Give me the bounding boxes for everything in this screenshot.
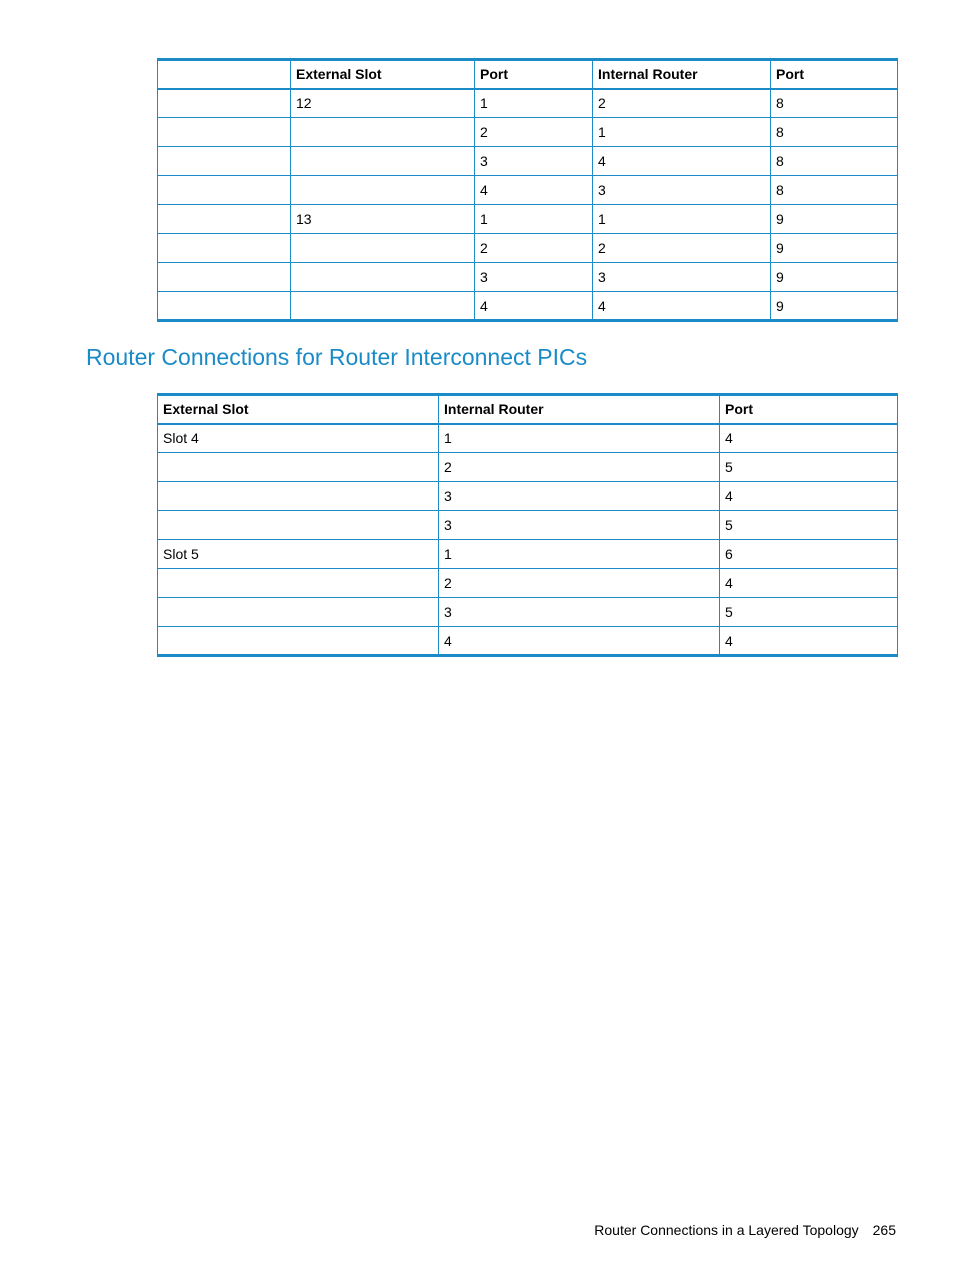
table-cell: 12 — [291, 89, 475, 118]
table-row — [158, 482, 898, 511]
page-footer — [594, 1222, 896, 1238]
table-cell: 1 — [439, 540, 720, 569]
table-cell: 6 — [720, 540, 898, 569]
table-cell — [158, 627, 439, 656]
table-cell: 8 — [771, 147, 898, 176]
table-cell — [291, 292, 475, 321]
table-cell: 5 — [720, 511, 898, 540]
table-cell: 4 — [720, 482, 898, 511]
table-cell: 1 — [475, 205, 593, 234]
column-header-internal-router: Internal Router — [593, 60, 771, 89]
table-cell: 8 — [771, 118, 898, 147]
section-heading: Router Connections for Router Interconnect PICs — [86, 344, 588, 370]
table-cell: 4 — [439, 627, 720, 656]
table-cell — [291, 176, 475, 205]
table-cell — [158, 89, 291, 118]
table-row — [158, 205, 898, 234]
table-cell — [158, 234, 291, 263]
table-cell — [291, 234, 475, 263]
table-cell: 3 — [593, 263, 771, 292]
table-cell: 2 — [475, 118, 593, 147]
table-row — [158, 234, 898, 263]
table-row — [158, 176, 898, 205]
table-row — [158, 292, 898, 321]
table-row — [158, 598, 898, 627]
table-cell: 13 — [291, 205, 475, 234]
table-row — [158, 627, 898, 656]
column-header-internal-router: Internal Router — [439, 395, 720, 424]
table-row — [158, 511, 898, 540]
table-cell: 3 — [475, 263, 593, 292]
table-cell: 2 — [439, 453, 720, 482]
table-cell: 3 — [475, 147, 593, 176]
table-cell — [291, 118, 475, 147]
column-header-external-slot: External Slot — [158, 395, 439, 424]
table-header-row — [158, 395, 898, 424]
connections-table-top — [157, 58, 898, 322]
table-row — [158, 540, 898, 569]
table-cell: 9 — [771, 234, 898, 263]
table-cell — [291, 147, 475, 176]
table-header-row — [158, 60, 898, 89]
table-cell: 4 — [720, 424, 898, 453]
table-cell: 4 — [720, 569, 898, 598]
interconnect-pics-table — [157, 393, 898, 657]
table-row — [158, 147, 898, 176]
table-cell: 4 — [593, 147, 771, 176]
table-cell — [158, 482, 439, 511]
table-cell — [158, 176, 291, 205]
table-cell: 2 — [593, 234, 771, 263]
table-cell: 5 — [720, 453, 898, 482]
table-cell: 3 — [439, 511, 720, 540]
table-cell — [158, 569, 439, 598]
table-cell: 1 — [593, 118, 771, 147]
table-cell — [158, 205, 291, 234]
column-header — [158, 60, 291, 89]
footer-title: Router Connections in a Layered Topology — [594, 1222, 859, 1238]
table-cell: 9 — [771, 263, 898, 292]
page-number: 265 — [872, 1222, 896, 1238]
table-cell — [158, 292, 291, 321]
table-cell: 9 — [771, 205, 898, 234]
table-cell: 9 — [771, 292, 898, 321]
table-cell: 2 — [593, 89, 771, 118]
table-cell: 8 — [771, 89, 898, 118]
column-header-external-slot: External Slot — [291, 60, 475, 89]
table-cell: 3 — [593, 176, 771, 205]
table-cell: 1 — [439, 424, 720, 453]
column-header-port: Port — [771, 60, 898, 89]
table-row — [158, 453, 898, 482]
table-cell — [158, 263, 291, 292]
column-header-port: Port — [475, 60, 593, 89]
column-header-port: Port — [720, 395, 898, 424]
table-cell: 3 — [439, 598, 720, 627]
table-cell — [158, 598, 439, 627]
table-cell — [158, 147, 291, 176]
table-cell — [158, 118, 291, 147]
table-row — [158, 263, 898, 292]
table-cell: 4 — [593, 292, 771, 321]
table-cell — [158, 453, 439, 482]
table-cell: Slot 5 — [158, 540, 439, 569]
table-row — [158, 118, 898, 147]
table-cell: 4 — [475, 176, 593, 205]
table-cell: 2 — [439, 569, 720, 598]
table-row — [158, 569, 898, 598]
table-cell: 2 — [475, 234, 593, 263]
table-cell — [291, 263, 475, 292]
table-row — [158, 424, 898, 453]
table-cell — [158, 511, 439, 540]
table-cell: 4 — [475, 292, 593, 321]
table-cell: Slot 4 — [158, 424, 439, 453]
table-cell: 5 — [720, 598, 898, 627]
table-row — [158, 89, 898, 118]
table-cell: 1 — [593, 205, 771, 234]
table-cell: 1 — [475, 89, 593, 118]
table-cell: 8 — [771, 176, 898, 205]
table-cell: 3 — [439, 482, 720, 511]
table-cell: 4 — [720, 627, 898, 656]
